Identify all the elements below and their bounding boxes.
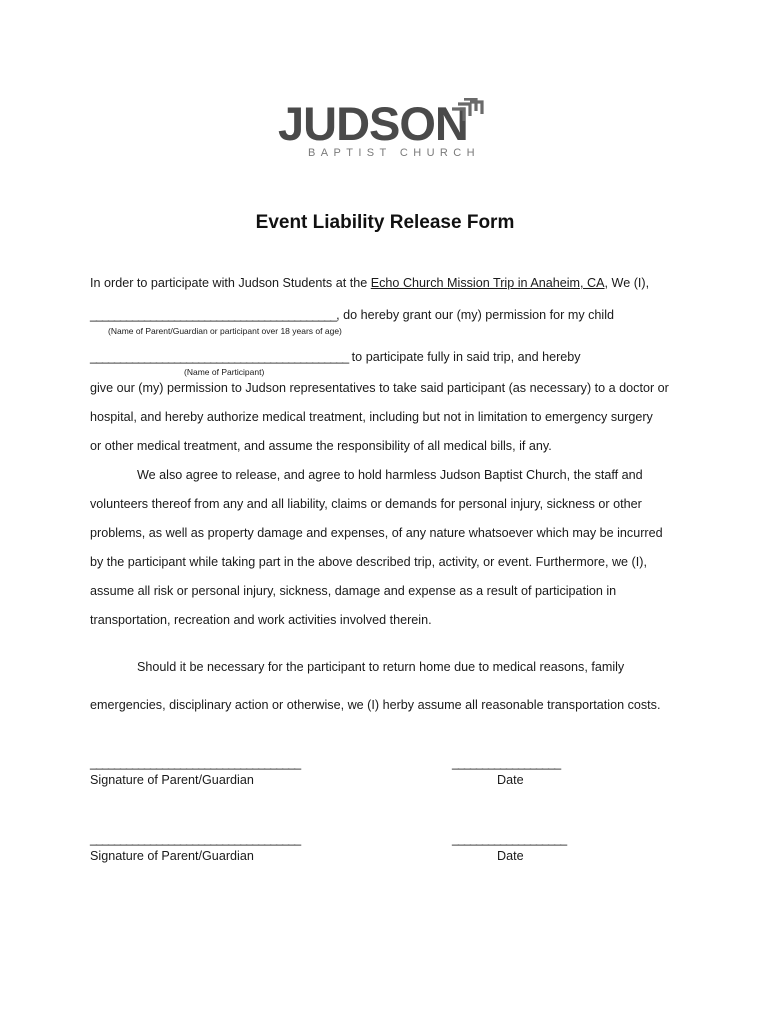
logo-wordmark: JUDSON	[278, 97, 468, 150]
participant-name-field[interactable]: ___________________________________________	[90, 350, 349, 364]
paragraph-line: hospital, and hereby authorize medical treatment, including but not in limitation to emergency surgery	[90, 410, 653, 424]
form-title: Event Liability Release Form	[255, 212, 515, 233]
paragraph-line: problems, as well as property damage and expenses, of any nature whatsoever which may be incurred	[90, 526, 663, 540]
paragraph-line: emergencies, disciplinary action or otherwise, we (I) herby assume all reasonable transportation costs.	[90, 698, 661, 712]
paragraph-line: Should it be necessary for the participant to return home due to medical reasons, family	[137, 660, 625, 674]
paragraph-line: or other medical treatment, and assume the responsibility of all medical bills, if any.	[90, 439, 552, 453]
signature-field-1[interactable]: ___________________________________	[90, 756, 301, 770]
date-label: Date	[497, 773, 524, 787]
intro-line	[90, 276, 649, 290]
signature-label: Signature of Parent/Guardian	[90, 849, 254, 863]
paragraph-line: give our (my) permission to Judson representatives to take said participant (as necessary) to a doctor or	[90, 381, 669, 395]
parent-name-caption: (Name of Parent/Guardian or participant over 18 years of age)	[108, 326, 342, 336]
paragraph-line: We also agree to release, and agree to hold harmless Judson Baptist Church, the staff and	[137, 468, 643, 482]
logo-subtitle: BAPTIST CHURCH	[308, 147, 480, 159]
paragraph-line: assume all risk or personal injury, sickness, damage and expense as a result of participation in	[90, 584, 617, 598]
participant-name-line	[90, 350, 581, 364]
intro-prefix: In order to participate with Judson Students at the	[90, 276, 371, 290]
date-field-1[interactable]: __________________	[452, 756, 561, 770]
event-name: Echo Church Mission Trip in Anaheim, CA	[370, 276, 605, 290]
signature-field-2[interactable]: ___________________________________	[90, 832, 301, 846]
church-logo	[278, 96, 494, 166]
chevron-arrows-icon	[452, 98, 490, 138]
date-field-2[interactable]: ___________________	[452, 832, 567, 846]
participant-name-caption: (Name of Participant)	[184, 367, 265, 377]
paragraph-line: volunteers thereof from any and all liability, claims or demands for personal injury, sickness or other	[90, 497, 642, 511]
parent-name-line	[90, 308, 614, 322]
parent-name-field[interactable]: _________________________________________	[90, 308, 337, 322]
parent-line-text: , do hereby grant our (my) permission for my child	[336, 308, 615, 322]
signature-label: Signature of Parent/Guardian	[90, 773, 254, 787]
intro-suffix: , We (I),	[604, 276, 650, 290]
date-label: Date	[497, 849, 524, 863]
paragraph-line: transportation, recreation and work activities involved therein.	[90, 613, 432, 627]
participant-line-text: to participate fully in said trip, and hereby	[348, 350, 581, 364]
paragraph-line: by the participant while taking part in the above described trip, activity, or event. Furthermore, we (I),	[90, 555, 647, 569]
